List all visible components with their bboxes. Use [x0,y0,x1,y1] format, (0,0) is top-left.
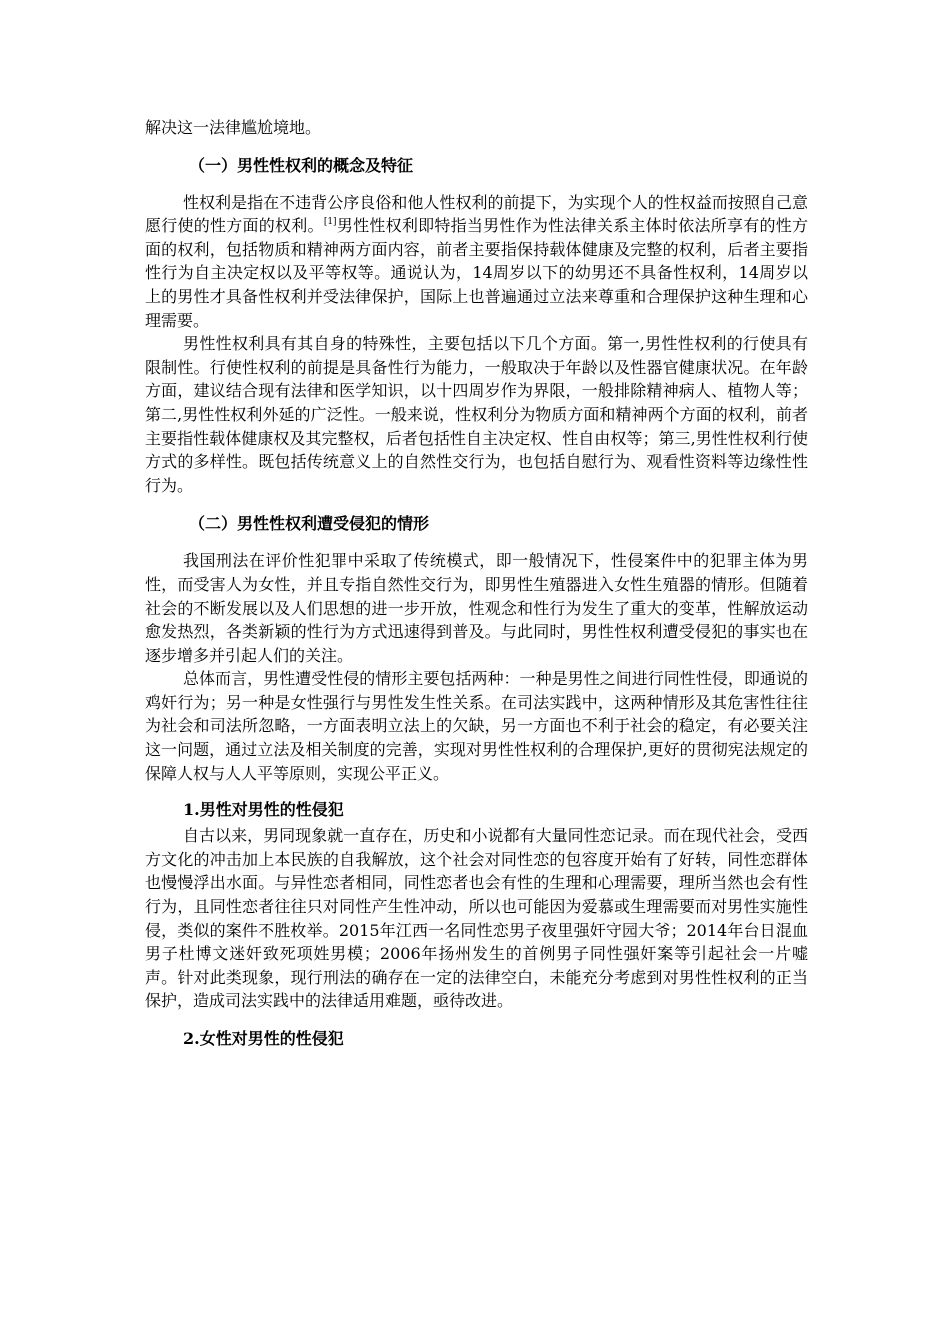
intro-paragraph: 解决这一法律尴尬境地。 [145,118,322,137]
paragraph-definition [145,191,808,333]
footnote-reference[interactable]: [1] [323,217,337,228]
paragraph-characteristics: 男性性权利具有其自身的特殊性，主要包括以下几个方面。第一,男性性权利的行使具有限制性。行使性权利的前提是具备性行为能力，一般取决于年龄以及性器官健康状况。在年龄方面，建议结合现有法律和医学知识，以十四周岁作为界限，一般排除精神病人、植物人等；第二,男性性权利外延的广泛性。一般来说，性权利分为物质方面和精神两个方面的权利，前者主要指性载体健康权及其完整权，后者包括性自主决定权、性自由权等；第三,男性性权利行使方式的多样性。既包括传统意义上的自然性交行为，也包括自慰行为、观看性资料等边缘性性行为。 [145,334,808,495]
section-heading-infringement: （二）男性性权利遭受侵犯的情形 [189,514,430,534]
paragraph-overview: 总体而言，男性遭受性侵的情形主要包括两种：一种是男性之间进行同性性侵，即通说的鸡奸行为；另一种是女性强行与男性发生性关系。在司法实践中，这两种情形及其危害性往往为社会和司法所忽略，一方面表明立法上的欠缺，另一方面也不利于社会的稳定，有必要关注这一问题，通过立法及相关制度的完善，实现对男性性权利的合理保护,更好的贯彻宪法规定的保障人权与人人平等原则，实现公平正义。 [145,669,808,783]
subheading-male-on-male: 1.男性对男性的性侵犯 [183,800,344,820]
section-heading-concept: （一）男性性权利的概念及特征 [189,155,414,175]
paragraph-male-on-male: 自古以来，男同现象就一直存在，历史和小说都有大量同性恋记录。而在现代社会，受西方文化的冲击加上本民族的自我解放，这个社会对同性恋的包容度开始有了好转，同性恋群体也慢慢浮出水面。与异性恋者相同，同性恋者也会有性的生理和心理需要，理所当然也会有性行为，且同性恋者往往只对同性产生性冲动，所以也可能因为爱慕或生理需要而对男性实施性侵，类似的案件不胜枚举。2015年江西一名同性恋男子夜里强奸守园大爷；2014年台日混血男子杜博文迷奸致死项姓男模；2006年扬州发生的首例男子同性强奸案等引起社会一片嘘声。针对此类现象，现行刑法的确存在一定的法律空白，未能充分考虑到对男性性权利的正当保护，造成司法实践中的法律适用难题，亟待改进。 [145,826,808,1011]
definition-text: 性权利是指在不违背公序良俗和他人性权利的前提下，为实现个人的性权益而按照自己意愿行使的性方面的权利。 [145,192,808,236]
definition-text-continued: 男性性权利即特指当男性作为性法律关系主体时依法所享有的性方面的权利，包括物质和精神两方面内容，前者主要指保持载体健康及完整的权利，后者主要指性行为自主决定权以及平等权等。通说认为，14周岁以下的幼男还不具备性权利，14周岁以上的男性才具备性权利并受法律保护，国际上也普遍通过立法来尊重和合理保护这种生理和心理需要。 [145,216,808,330]
document-body [145,116,808,1051]
subheading-female-on-male: 2.女性对男性的性侵犯 [183,1029,344,1048]
paragraph-criminal-law: 我国刑法在评价性犯罪中采取了传统模式，即一般情况下，性侵案件中的犯罪主体为男性，而受害人为女性，并且专指自然性交行为，即男性生殖器进入女性生殖器的情形。但随着社会的不断发展以及人们思想的进一步开放，性观念和性行为发生了重大的变革，性解放运动愈发热烈，各类新颖的性行为方式迅速得到普及。与此同时，男性性权利遭受侵犯的事实也在逐步增多并引起人们的关注。 [145,551,808,665]
